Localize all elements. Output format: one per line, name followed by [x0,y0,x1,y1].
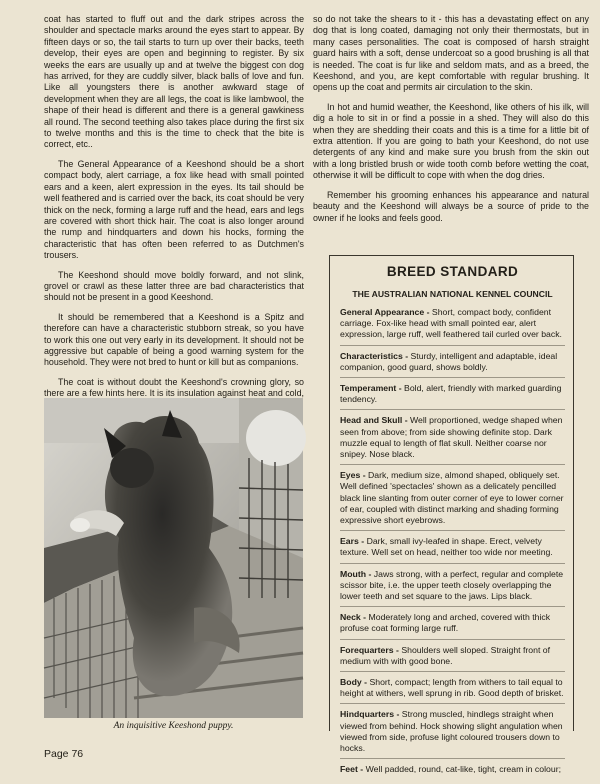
standard-entry-characteristics [340,351,565,378]
standard-term: Feet - [340,764,366,775]
page-number: Page 76 [44,748,84,760]
standard-entry-neck [340,612,565,639]
standard-text: Sturdy, intelligent and adaptable, ideal companion, good guard, shows boldly. [340,350,558,372]
body-paragraph: The Keeshond should move boldly forward, and not slink, grovel or crawl as these latter three are bad characteristics that should not be present in a good Keeshond. [44,269,304,303]
breed-standard-subheading: THE AUSTRALIAN NATIONAL KENNEL COUNCIL [352,289,553,299]
standard-text: Strong muscled, hindlegs straight when viewed from behind. Hock showing slight angulation when viewed from side, profuse light coloured trousers down to hocks. [340,709,563,754]
standard-entry-temperament [340,383,565,410]
left-text-column [44,14,304,408]
standard-entry-mouth [340,569,565,608]
standard-entry-feet [340,764,565,779]
standard-term: Mouth - [340,568,374,579]
body-paragraph: The coat is without doubt the Keeshond's crowning glory, so there are a few hints here. It is its insulation against heat and cold, [44,376,304,399]
standard-term: Eyes - [340,470,369,481]
body-paragraph: The General Appearance of a Keeshond should be a short compact body, alert carriage, a fox like head with small pointed ears and a keen, alert expression in the eyes. Its tail should be well feathered and is carried over the back, its coat should be very thick on the neck, forming a large ruff and the head, ears and legs are covered with short thick hair. The coat is also longer around the rump and hindquarters and down his hocks, forming the characteristic that has often been referred to as Dutchmen's trousers. [44,158,304,261]
standard-term: Characteristics - [340,350,411,361]
standard-text: Jaws strong, with a perfect, regular and complete scissor bite, i.e. the upper teeth closely overlapping the lower teeth and set square to the jaws. Lips black. [340,568,564,602]
standard-text: Moderately long and arched, covered with thick profuse coat forming large ruff. [340,612,551,634]
body-paragraph: coat has started to fluff out and the dark stripes across the shoulder and spectacle marks around the eyes start to appear. By fifteen days or so, the tail starts to turn up over their backs, teeth develop, their eyes are open and beginning to register. By six weeks the ears are usually up and at twelve the biggest con dog has arrived, for they are cuddly silver, black balls of love and fun. Like all youngsters there is another awkward stage of development when they are all legs, the coat is like lambwool, the shape of their head is different and there is a general gawkiness all round. The second teething also takes place during the first six to twelve months and this is the time to check that the bite is correct, etc.. [44,14,304,150]
standard-term: Neck - [340,612,369,623]
standard-entry-forequarters [340,645,565,672]
keeshond-puppy-photo [44,398,303,718]
standard-text: Short, compact body, confident carriage. Fox-like head with small pointed ear, alert expression, large ruff, well feathered tail curled over back. [340,307,562,340]
standard-text: Well padded, round, cat-like, tight, cream in colour; [365,764,561,775]
standard-text: Dark, small ivy-leafed in shape. Erect, velvety texture. Well set on head, neither too wide nor meeting. [340,536,553,558]
standard-term: Ears - [340,536,367,547]
standard-entry-ears [340,536,565,563]
standard-text: Dark, medium size, almond shaped, obliquely set. Well defined 'spectacles' shown as a delicately pencilled black line slanting from outer corner of eye to lower corner of ear, coupled with distinct marking and shading forming expressive short eyebrows. [340,470,564,526]
standard-text: Shoulders well sloped. Straight front of medium with with good bone. [340,644,551,666]
standard-entry-hindquarters [340,709,565,759]
standard-entry-head-and-skull [340,415,565,465]
body-paragraph: In hot and humid weather, the Keeshond, like others of his ilk, will dig a hole to sit in or find a possie in a shed. They will also do this when they are shedding their coats and this is a time for a little bit of extra attention. If you are going to bath your Keeshond, do not use detergents of any kind and make sure you brush from the skin out with a long bristled brush or wide tooth comb before wetting the coat, otherwise it will be difficult to cope with when the dog dries. [313,101,589,181]
standard-entry-body [340,677,565,704]
body-paragraph: It should be remembered that a Keeshond is a Spitz and therefore can have a characteristic stubborn streak, so you have to work this one out very early in its development. It should not be aggressive but capable of being a good warning system for the household. They were not bred to hunt or kill but as companions. [44,311,304,368]
standard-term: Forequarters - [340,644,402,655]
standard-term: General Appearance - [340,307,432,317]
standard-text: Short, compact; length from withers to tail equal to height at withers, well sprung in rib. Good depth of brisket. [340,677,564,699]
standard-text: Well proportioned, wedge shaped when seen from above; from side showing definite stop. Dark muzzle equal to length of flat skull. Neither coarse nor snipey. Nose black. [340,415,563,460]
photo-caption: An inquisitive Keeshond puppy. [113,721,234,731]
standard-entry-eyes [340,470,565,531]
standard-term: Hindquarters - [340,709,402,720]
body-paragraph: so do not take the shears to it - this has a devastating effect on any dog that is long coated, damaging not only their thermostats, but in many cases personalities. The coat is composed of harsh straight guard hairs with a soft, dense undercoat so a good brushing is all that is needed. The coat is fur like and seldom mats, and as a breed, the Keeshond, and you, are kept comfortable with regular brushing. It opens up the coat and permits air circulation to the skin. [313,14,589,93]
breed-standard-list [340,307,565,780]
standard-term: Body - [340,677,370,688]
standard-entry-general-appearance [340,307,565,346]
standard-term: Temperament - [340,383,405,394]
breed-standard-box [329,255,574,775]
right-text-column [313,14,589,232]
standard-text: Bold, alert, friendly with marked guarding tendency. [340,383,562,405]
body-paragraph: Remember his grooming enhances his appearance and natural beauty and the Keeshond will always be a source of pride to the owner if he looks and feels good. [313,189,589,223]
standard-term: Head and Skull - [340,415,410,426]
breed-standard-heading: BREED STANDARD [386,264,519,279]
